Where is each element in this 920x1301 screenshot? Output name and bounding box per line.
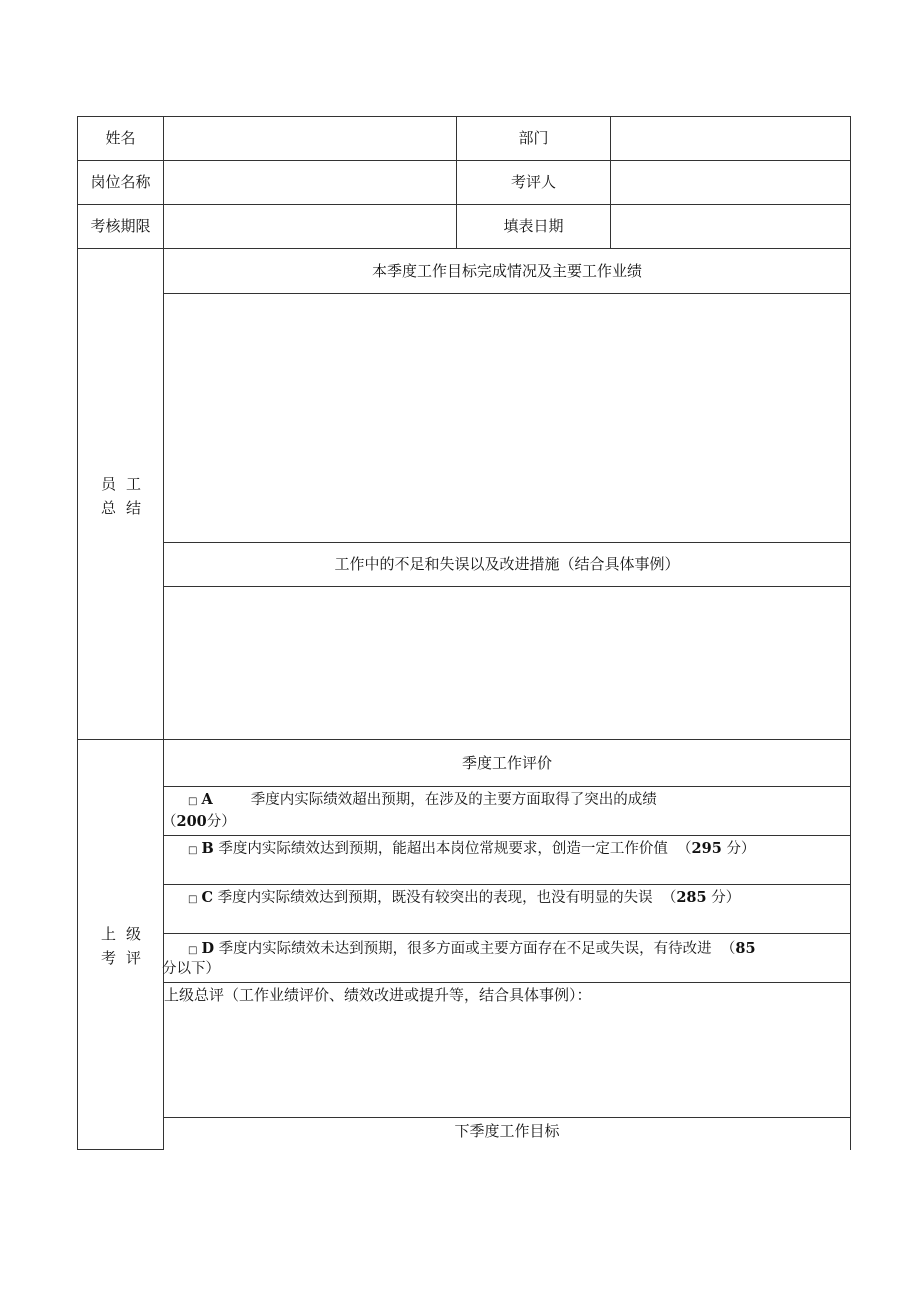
rule (163, 933, 851, 934)
score-unit: 分） (206, 814, 236, 830)
rule (163, 786, 851, 787)
grade-score: 295 (691, 840, 722, 857)
position-field[interactable] (164, 161, 456, 204)
checkbox-icon[interactable]: □ (188, 845, 198, 856)
evaluation-title: 季度工作评价 (461, 754, 552, 772)
achievements-field[interactable] (164, 294, 850, 542)
side-label-line: 考评 (100, 949, 151, 967)
option-line (170, 790, 840, 812)
overall-comment-field[interactable] (164, 1006, 850, 1117)
date-label: 填表日期 (503, 217, 564, 235)
grade-score: 285 (676, 889, 707, 906)
grade-score: 85 (735, 940, 756, 957)
employee-summary-side-label (78, 472, 164, 520)
grade-letter: B (201, 840, 214, 857)
option-score-line (162, 959, 840, 979)
score-unit: 分） (711, 890, 741, 906)
grade-description: 季度内实际绩效达到预期，能超出本岗位常规要求，创造一定工作价值 (218, 841, 668, 857)
rule (163, 1117, 851, 1118)
grade-letter: C (201, 889, 213, 906)
overall-comment-label: 上级总评（工作业绩评价、绩效改进或提升等，结合具体事例）： (164, 986, 592, 1004)
reviewer-label: 考评人 (510, 173, 556, 191)
reviewer-field[interactable] (611, 161, 850, 204)
score-unit: 分） (726, 841, 756, 857)
next-quarter-title: 下季度工作目标 (454, 1122, 560, 1140)
position-label: 岗位名称 (90, 173, 151, 191)
rule (163, 835, 851, 836)
side-label-line: 上级 (100, 925, 151, 943)
score-bracket: （ (162, 814, 177, 830)
checkbox-icon[interactable]: □ (188, 945, 198, 956)
rule (77, 248, 851, 249)
checkbox-icon[interactable]: □ (188, 894, 198, 905)
grade-description: 季度内实际绩效未达到预期，很多方面或主要方面存在不足或失误，有待改进 (218, 941, 712, 957)
name-field[interactable] (164, 117, 456, 160)
achievements-title: 本季度工作目标完成情况及主要工作业绩 (371, 262, 642, 280)
date-field[interactable] (611, 205, 850, 248)
side-label-line: 总结 (100, 499, 151, 517)
rule (850, 116, 851, 1150)
score-bracket: （ (720, 941, 736, 957)
grade-score: 200 (176, 813, 207, 830)
period-field[interactable] (164, 205, 456, 248)
rule (77, 1149, 164, 1150)
shortcomings-title: 工作中的不足和失误以及改进措施（结合具体事例） (334, 555, 680, 573)
rule (163, 884, 851, 885)
department-label: 部门 (518, 129, 549, 147)
option-line (170, 939, 840, 961)
rule (163, 982, 851, 983)
rule (77, 739, 851, 740)
rule (163, 542, 851, 543)
name-label: 姓名 (105, 129, 136, 147)
side-label-line: 员工 (100, 475, 151, 493)
grade-letter: A (201, 791, 213, 808)
grade-option-d[interactable] (162, 939, 840, 979)
period-label: 考核期限 (90, 217, 151, 235)
option-line (170, 888, 840, 910)
score-bracket: （ (661, 890, 677, 906)
grade-description: 季度内实际绩效超出预期，在涉及的主要方面取得了突出的成绩 (250, 792, 657, 808)
grade-letter: D (201, 940, 215, 957)
grade-option-b[interactable] (170, 839, 840, 861)
supervisor-review-side-label (78, 922, 164, 970)
rule (77, 116, 78, 1150)
grade-option-c[interactable] (170, 888, 840, 910)
grade-description: 季度内实际绩效达到预期，既没有较突出的表现，也没有明显的失误 (217, 890, 653, 906)
checkbox-icon[interactable]: □ (188, 796, 198, 807)
score-unit: 分以下） (162, 961, 220, 977)
department-field[interactable] (611, 117, 850, 160)
shortcomings-field[interactable] (164, 587, 850, 739)
option-score-line (162, 812, 840, 832)
grade-option-a[interactable] (162, 790, 840, 832)
option-line (170, 839, 840, 861)
score-bracket: （ (677, 841, 692, 857)
